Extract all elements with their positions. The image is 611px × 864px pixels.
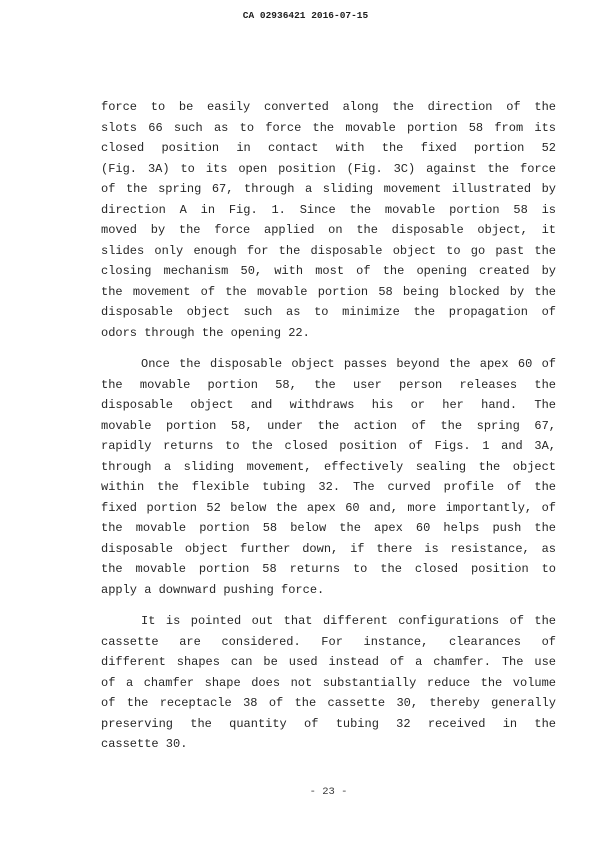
text-line: of the receptacle 38 of the cassette 30, thereby generally	[101, 696, 556, 710]
text-line: of the spring 67, through a sliding movement illustrated by	[101, 182, 556, 196]
text-line: disposable object further down, if there is resistance, as	[101, 541, 556, 556]
text-line: slots 66 such as to force the movable portion 58 from its	[101, 120, 556, 135]
text-line: the movable portion 58 returns to the closed position to	[101, 562, 556, 576]
page-number: - 23 -	[309, 786, 348, 798]
text-line: different shapes can be used instead of a chamfer. The use	[101, 655, 556, 669]
text-line: cassette 30.	[101, 737, 188, 751]
text-line: rapidly returns to the closed position of Figs. 1 and 3A,	[101, 439, 556, 453]
text-line: slides only enough for the disposable object to go past the	[101, 243, 556, 258]
text-line: the movement of the movable portion 58 being blocked by the	[101, 284, 556, 299]
paragraph	[101, 97, 556, 343]
body-text	[101, 97, 556, 755]
text-line: disposable object and withdraws his or her hand. The	[101, 398, 556, 412]
text-line: within the flexible tubing 32. The curved profile of the	[101, 480, 556, 494]
text-line: apply a downward pushing force.	[101, 582, 325, 597]
text-line: (Fig. 3A) to its open position (Fig. 3C) against the force	[101, 161, 556, 176]
text-line: the movable portion 58, the user person releases the	[101, 377, 556, 392]
text-line: fixed portion 52 below the apex 60 and, more importantly, of	[101, 500, 556, 515]
text-line: odors through the opening 22.	[101, 325, 310, 340]
text-line: closed position in contact with the fixed portion 52	[101, 141, 556, 155]
text-line: Once the disposable object passes beyond the apex 60 of	[141, 357, 556, 371]
text-line: movable portion 58, under the action of the spring 67,	[101, 418, 556, 433]
text-line: direction A in Fig. 1. Since the movable portion 58 is	[101, 202, 556, 217]
document-header-number: CA 02936421 2016-07-15	[242, 10, 369, 21]
paragraph	[101, 354, 556, 600]
text-line: moved by the force applied on the disposable object, it	[101, 223, 556, 237]
text-line: disposable object such as to minimize the propagation of	[101, 305, 556, 319]
text-line: force to be easily converted along the direction of the	[101, 100, 556, 114]
paragraph	[101, 611, 556, 755]
text-line: It is pointed out that different configurations of the	[141, 614, 556, 628]
text-line: of a chamfer shape does not substantially reduce the volume	[101, 675, 556, 690]
text-line: the movable portion 58 below the apex 60 helps push the	[101, 521, 556, 535]
text-line: closing mechanism 50, with most of the opening created by	[101, 264, 556, 278]
text-line: through a sliding movement, effectively sealing the object	[101, 459, 556, 474]
text-line: cassette are considered. For instance, clearances of	[101, 634, 556, 649]
text-line: preserving the quantity of tubing 32 received in the	[101, 716, 556, 731]
